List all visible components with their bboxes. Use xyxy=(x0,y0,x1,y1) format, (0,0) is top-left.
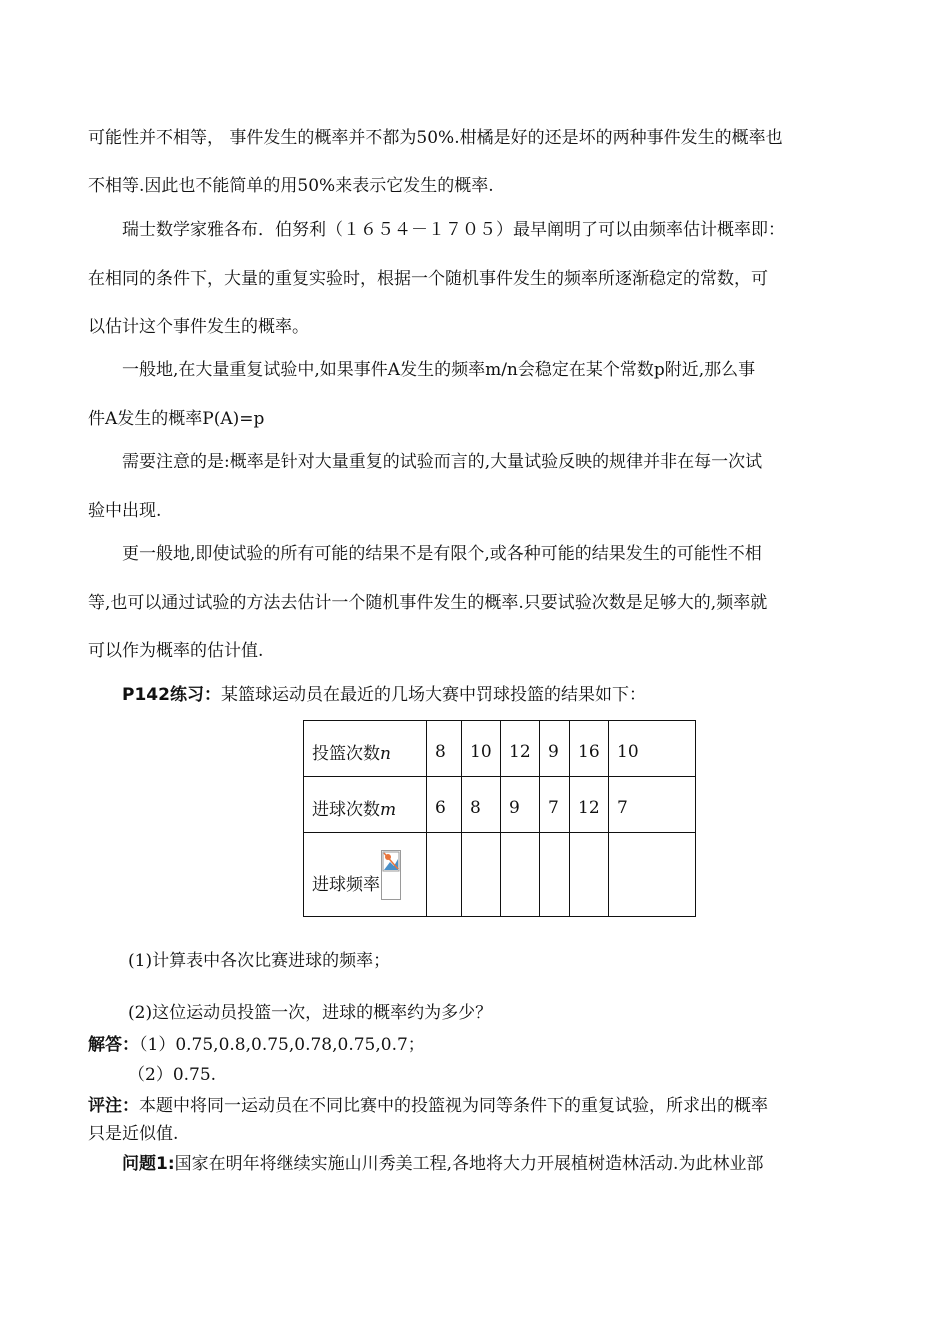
paragraph-1-line-2: 不相等.因此也不能简单的用50%来表示它发生的概率. xyxy=(88,176,494,196)
paragraph-5-line-3: 可以作为概率的估计值. xyxy=(88,641,264,661)
table-cell: 8 xyxy=(462,777,501,833)
table-cell-empty xyxy=(462,833,501,917)
paragraph-2-line-1: 瑞士数学家雅各布．伯努利（１６５４－１７０５）最早阐明了可以由频率估计概率即： xyxy=(122,220,785,240)
paragraph-4-line-1: 需要注意的是:概率是针对大量重复的试验而言的,大量试验反映的规律并非在每一次试 xyxy=(122,452,763,472)
paragraph-3-line-2: 件A发生的概率P(A)=p xyxy=(88,409,265,429)
problem-text: 国家在明年将继续实施山川秀美工程,各地将大力开展植树造林活动.为此林业部 xyxy=(174,1154,764,1174)
paragraph-5-line-2: 等,也可以通过试验的方法去估计一个随机事件发生的概率.只要试验次数是足够大的,频率就 xyxy=(88,593,768,613)
table-cell: 10 xyxy=(609,721,696,777)
paragraph-2-line-2: 在相同的条件下，大量的重复实验时，根据一个随机事件发生的频率所逐渐稳定的常数，可 xyxy=(88,269,768,289)
table-row xyxy=(304,721,696,777)
row-header-attempts: 投篮次数n xyxy=(304,721,427,777)
exercise-label: P142练习： xyxy=(122,685,221,705)
question-1: (1)计算表中各次比赛进球的频率； xyxy=(128,951,391,971)
table-cell-empty xyxy=(427,833,462,917)
table-row xyxy=(304,833,696,917)
row-header-frequency: 进球频率 xyxy=(304,833,427,917)
table-cell: 9 xyxy=(501,777,540,833)
problem-label: 问题1: xyxy=(122,1154,175,1174)
answer-part-1: （1）0.75,0.8,0.75,0.78,0.75,0.7； xyxy=(139,1035,425,1055)
paragraph-5-line-1: 更一般地,即使试验的所有可能的结果不是有限个,或各种可能的结果发生的可能性不相 xyxy=(122,544,762,564)
broken-image-icon xyxy=(381,850,401,900)
comment-text-1: 本题中将同一运动员在不同比赛中的投篮视为同等条件下的重复试验，所求出的概率 xyxy=(139,1096,768,1116)
table-cell: 9 xyxy=(540,721,570,777)
exercise-heading xyxy=(122,684,646,706)
table-cell: 7 xyxy=(609,777,696,833)
table-cell: 8 xyxy=(427,721,462,777)
paragraph-1-line-1: 可能性并不相等， 事件发生的概率并不都为50%.柑橘是好的还是坏的两种事件发生的概率也 xyxy=(88,128,783,148)
table-cell-empty xyxy=(570,833,609,917)
comment-line-2: 只是近似值. xyxy=(88,1124,179,1144)
table-cell: 10 xyxy=(462,721,501,777)
answer-line-1 xyxy=(88,1034,425,1056)
data-table xyxy=(303,720,696,917)
table-cell-empty xyxy=(501,833,540,917)
exercise-text: 某篮球运动员在最近的几场大赛中罚球投篮的结果如下： xyxy=(220,685,646,705)
table-cell: 7 xyxy=(540,777,570,833)
variable-m: m xyxy=(380,800,397,820)
table-cell-empty xyxy=(609,833,696,917)
question-2: (2)这位运动员投篮一次，进球的概率约为多少？ xyxy=(128,1003,493,1023)
paragraph-4-line-2: 验中出现. xyxy=(88,501,162,521)
paragraph-3-line-1: 一般地,在大量重复试验中,如果事件A发生的频率m/n会稳定在某个常数p附近,那么事 xyxy=(122,360,756,380)
paragraph-2-line-3: 以估计这个事件发生的概率。 xyxy=(88,317,309,337)
table-cell: 12 xyxy=(570,777,609,833)
answer-label: 解答： xyxy=(88,1035,139,1055)
table-cell: 6 xyxy=(427,777,462,833)
comment-label: 评注： xyxy=(88,1096,139,1116)
variable-n: n xyxy=(380,744,391,764)
answer-part-2: （2）0.75. xyxy=(128,1065,217,1085)
comment-line-1 xyxy=(88,1095,768,1117)
table-row xyxy=(304,777,696,833)
row-header-made: 进球次数m xyxy=(304,777,427,833)
table-cell: 12 xyxy=(501,721,540,777)
table-cell-empty xyxy=(540,833,570,917)
problem-1-line xyxy=(122,1153,763,1175)
table-cell: 16 xyxy=(570,721,609,777)
